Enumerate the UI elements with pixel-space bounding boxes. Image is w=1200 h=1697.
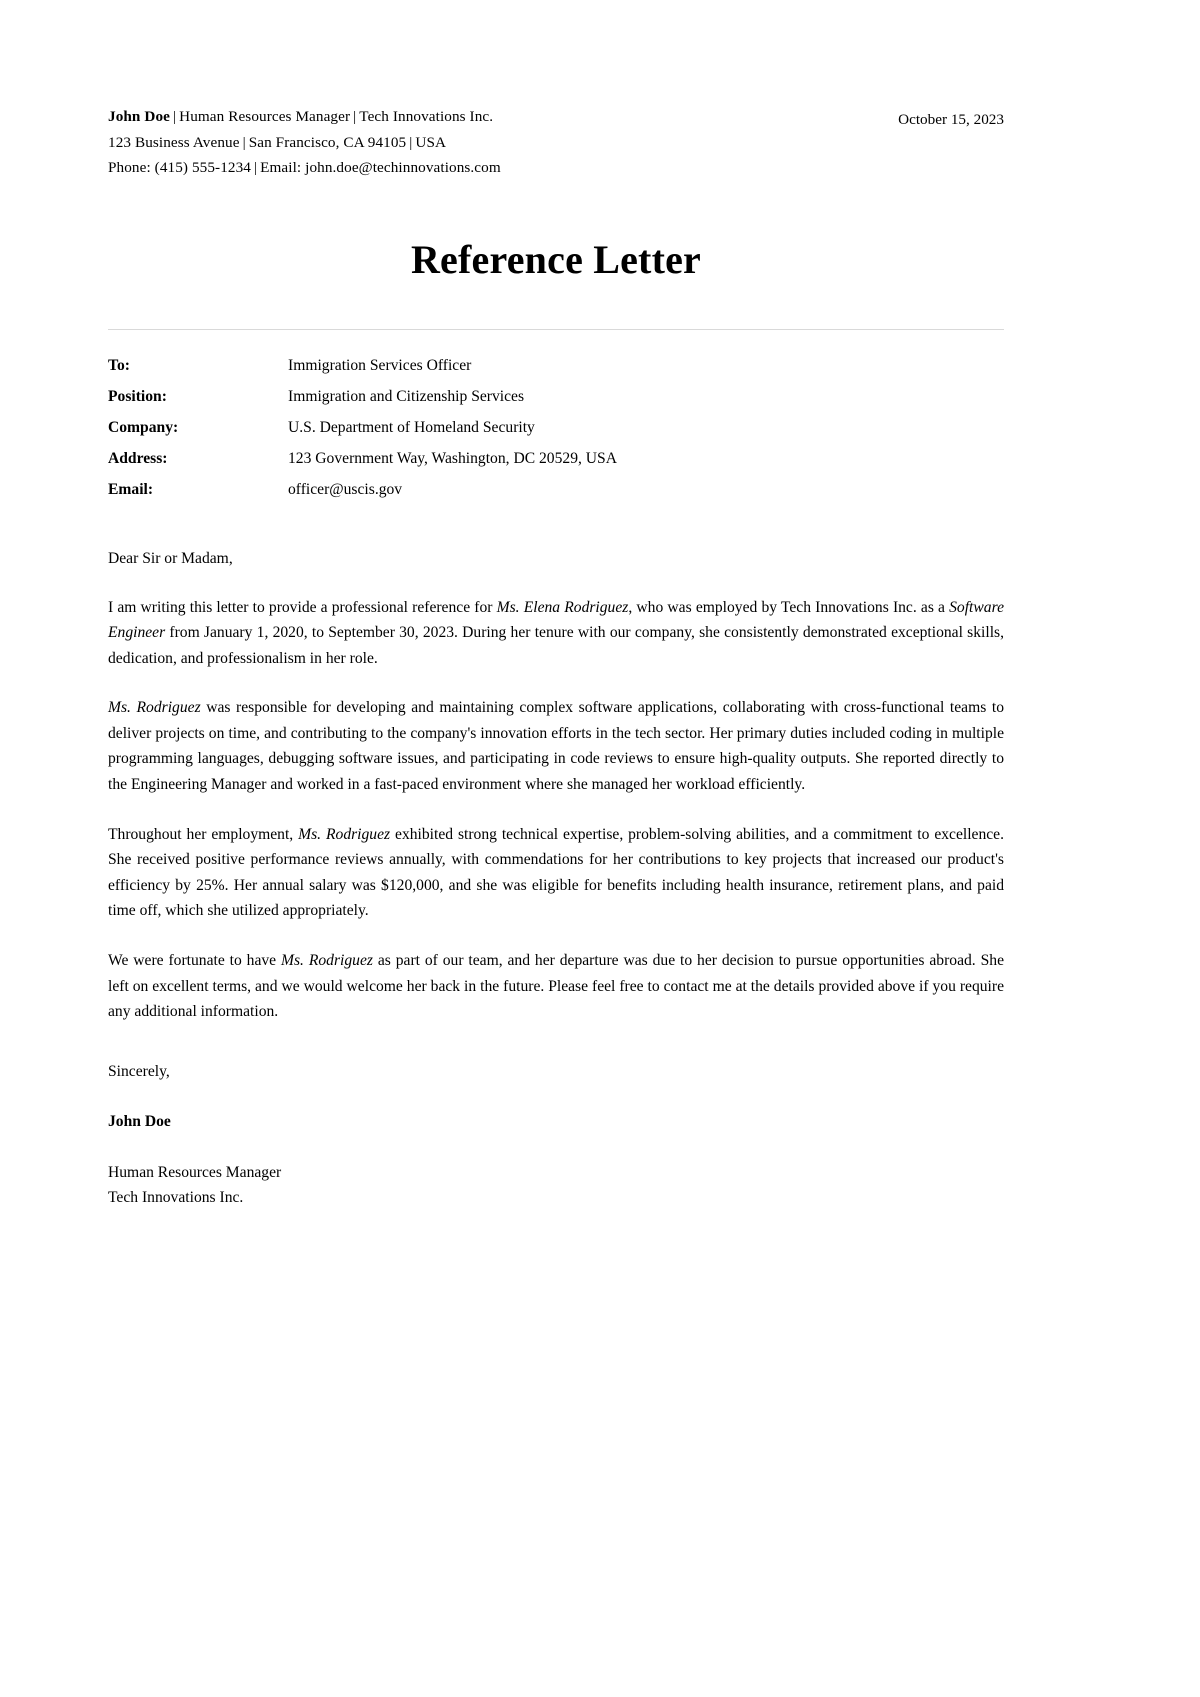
sender-line-address [108,130,501,156]
signature-title: Human Resources Manager [108,1163,282,1181]
p4-text-b: as part of our team, and her departure was due to her decision to pursue opportunities abroad. She left on excellent terms, and we would welcome her back in the future. Please feel free to contact me at the details provided above if you require any additional information. [108,952,1004,1021]
detail-label-address: Address: [108,449,168,467]
recipient-details-table [108,357,1004,512]
body-paragraph-2 [108,695,1004,797]
signature-company: Tech Innovations Inc. [108,1189,244,1207]
detail-value-to: Immigration Services Officer [288,356,472,374]
p2-emphasis-candidate-name: Ms. Rodriguez [108,699,201,717]
table-row [108,450,1004,481]
p4-emphasis-candidate-name: Ms. Rodriguez [281,952,373,970]
detail-label-company: Company: [108,418,179,436]
body-paragraph-1 [108,595,1004,672]
detail-value-position: Immigration and Citizenship Services [288,387,525,405]
detail-label-to: To: [108,356,130,374]
sender-company: Tech Innovations Inc. [359,108,494,125]
p1-text-b: , who was employed by Tech Innovations Inc. as a [628,598,950,616]
sender-line-contact [108,155,501,181]
table-row [108,481,1004,512]
sender-separator-1: | [172,108,177,125]
signature-block [108,1160,1004,1211]
table-row [108,357,1004,388]
salutation: Dear Sir or Madam, [108,549,233,567]
sender-separator-4: | [409,133,413,151]
sender-name: John Doe [108,108,170,125]
sender-phone: Phone: (415) 555-1234 [108,159,251,176]
table-row [108,388,1004,419]
sender-title: Human Resources Manager [179,108,351,125]
sender-separator-3: | [242,133,246,151]
sender-separator-5: | [254,159,258,176]
sender-city-state-zip: San Francisco, CA 94105 [248,133,407,151]
sender-line-identity [108,104,501,130]
detail-value-address: 123 Government Way, Washington, DC 20529, USA [288,449,617,467]
sender-block [108,104,501,181]
p2-text-a: was responsible for developing and maintaining complex software applications, collaborating with cross-functional teams to deliver projects on time, and contributing to the company's innovation efforts in the tech sector. Her primary duties included coding in multiple programming languages, debugging software issues, and participating in code reviews to ensure high-quality outputs. She reported directly to the Engineering Manager and worked in a fast-paced environment where she managed her workload efficiently. [108,699,1004,794]
detail-value-company: U.S. Department of Homeland Security [288,418,535,436]
signature-name: John Doe [108,1112,171,1130]
detail-label-email: Email: [108,480,154,498]
p1-text-c: from January 1, 2020, to September 30, 2023. During her tenure with our company, she consistently demonstrated exceptional skills, dedication, and professionalism in her role. [108,624,1004,667]
detail-label-position: Position: [108,387,167,405]
p4-text-a: We were fortunate to have [108,952,281,970]
p1-text-a: I am writing this letter to provide a professional reference for [108,598,497,616]
body-paragraph-4 [108,948,1004,1025]
sender-country: USA [415,133,447,151]
body-paragraph-3 [108,822,1004,924]
title-divider [108,329,1004,330]
p3-text-b: exhibited strong technical expertise, problem-solving abilities, and a commitment to excellence. She received positive performance reviews annually, with commendations for her contributions to key projects that increased our product's efficiency by 25%. Her annual salary was $120,000, and she was eligible for benefits including health insurance, retirement plans, and paid time off, which she utilized appropriately. [108,825,1004,920]
sender-address: 123 Business Avenue [108,133,240,151]
page-title: Reference Letter [410,236,702,282]
p3-emphasis-candidate-name: Ms. Rodriguez [298,825,391,843]
p1-emphasis-job-title: Software Engineer [108,598,1004,642]
closing-line: Sincerely, [108,1062,170,1080]
letterhead [108,104,1004,181]
sender-email: Email: john.doe@techinnovations.com [260,159,501,176]
p1-emphasis-candidate-name: Ms. Elena Rodriguez [496,598,629,616]
letter-date: October 15, 2023 [898,111,1004,128]
detail-value-email: officer@uscis.gov [288,480,403,498]
letter-sheet [108,104,1004,1211]
p3-text-a: Throughout her employment, [108,825,299,843]
table-row [108,419,1004,450]
sender-separator-2: | [353,108,357,125]
